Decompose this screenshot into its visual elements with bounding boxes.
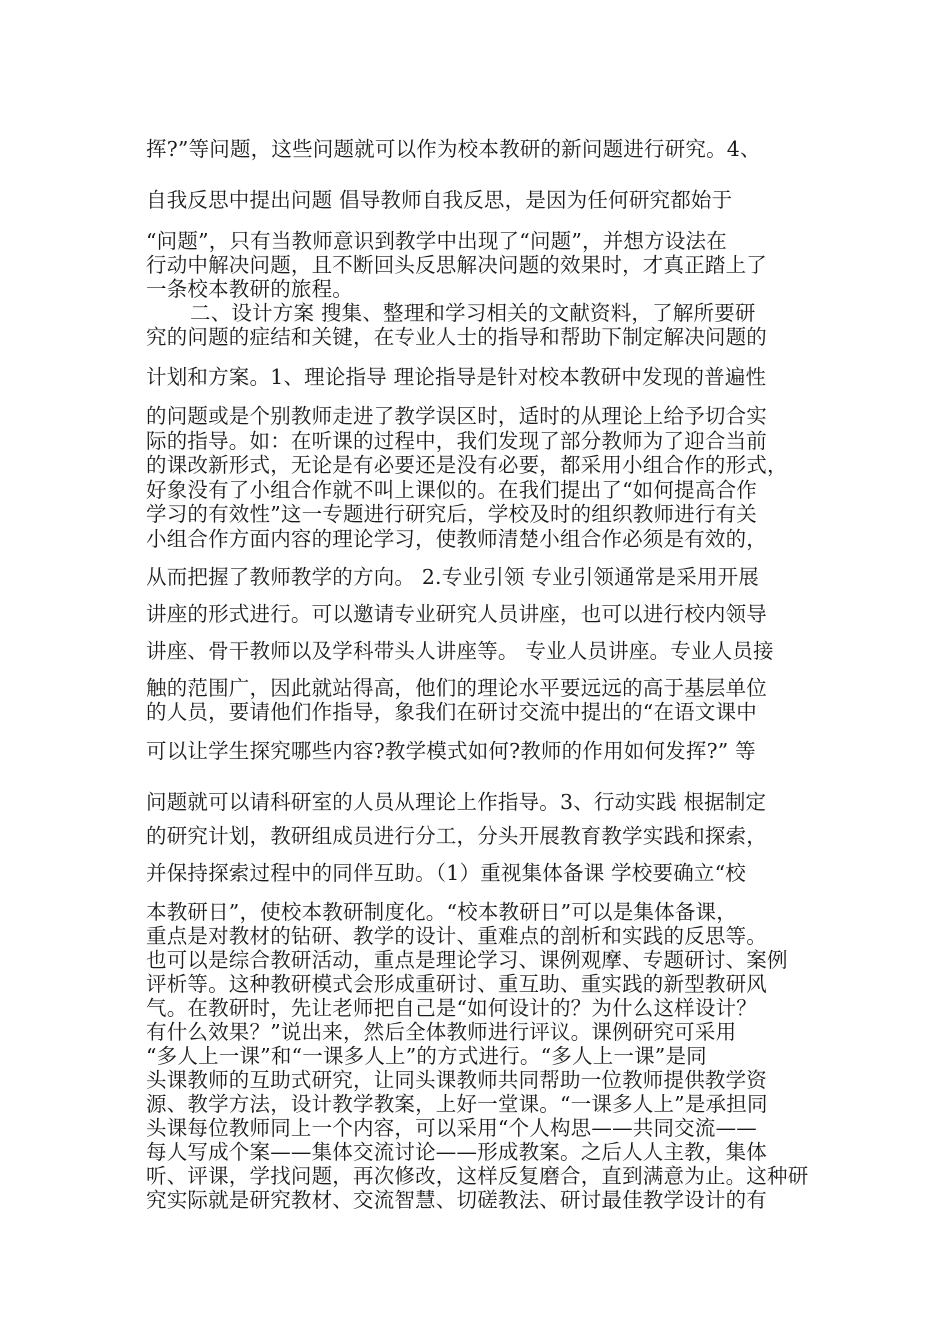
text-line: 源、教学方法，设计教学教案，上好一堂课。“一课多人上”是承担同 bbox=[146, 1092, 768, 1116]
text-line: 究实际就是研究教材、交流智慧、切磋教法、研讨最佳教学设计的有 bbox=[146, 1188, 767, 1212]
text-line: 气。在教研时，先让老师把自己是“如何设计的？为什么这样设计？ bbox=[146, 996, 757, 1020]
text-line: 究的问题的症结和关键，在专业人士的指导和帮助下制定解决问题的 bbox=[146, 325, 767, 349]
text-line: 一条校本教研的旅程。 bbox=[146, 277, 353, 301]
text-line: 问题就可以请科研室的人员从理论上作指导。3、行动实践 根据制定 bbox=[146, 790, 767, 814]
text-line: 的人员，要请他们作指导，象我们在研讨交流中提出的“在语文课中 bbox=[146, 700, 757, 724]
text-line: 可以让学生探究哪些内容?教学模式如何?教师的作用如何发挥?” 等 bbox=[146, 739, 756, 763]
text-line: 小组合作方面内容的理论学习，使教师清楚小组合作必须是有效的， bbox=[146, 527, 767, 551]
text-line: 讲座的形式进行。可以邀请专业研究人员讲座，也可以进行校内领导 bbox=[146, 602, 767, 626]
text-line: “多人上一课”和“一课多人上”的方式进行。“多人上一课”是同 bbox=[146, 1044, 707, 1068]
text-line: 的研究计划，教研组成员进行分工，分头开展教育教学实践和探索， bbox=[146, 824, 767, 848]
text-line: 挥?”等问题，这些问题就可以作为校本教研的新问题进行研究。4、 bbox=[146, 137, 761, 161]
text-line: 有什么效果？”说出来，然后全体教师进行评议。课例研究可采用 bbox=[146, 1020, 737, 1044]
text-line: 际的指导。如：在听课的过程中，我们发现了部分教师为了迎合当前 bbox=[146, 429, 767, 453]
text-line: 的课改新形式，无论是有必要还是没有必要，都采用小组合作的形式， bbox=[146, 453, 788, 477]
text-line: 并保持探索过程中的同伴互助。（1）重视集体备课 学校要确立“校 bbox=[146, 861, 746, 885]
text-line: “问题”，只有当教师意识到教学中出现了“问题”，并想方设法在 bbox=[146, 229, 727, 253]
text-line: 每人写成个案——集体交流讨论——形成教案。之后人人主教，集体 bbox=[146, 1140, 767, 1164]
text-line: 的问题或是个别教师走进了教学误区时，适时的从理论上给予切合实 bbox=[146, 404, 767, 428]
text-line: 本教研日”，使校本教研制度化。“校本教研日”可以是集体备课， bbox=[146, 900, 737, 924]
text-line: 好象没有了小组合作就不叫上课似的。在我们提出了“如何提高合作 bbox=[146, 478, 757, 502]
text-line: 重点是对教材的钻研、教学的设计、重难点的剖析和实践的反思等。 bbox=[146, 924, 767, 948]
text-line: 学习的有效性”这一专题进行研究后，学校及时的组织教师进行有关 bbox=[146, 502, 757, 526]
text-line: 头课每位教师同上一个内容，可以采用“个人构思——共同交流—— bbox=[146, 1116, 757, 1140]
text-line: 评析等。这种教研模式会形成重研讨、重互助、重实践的新型教研风 bbox=[146, 972, 767, 996]
text-line: 头课教师的互助式研究，让同头课教师共同帮助一位教师提供教学资 bbox=[146, 1068, 767, 1092]
text-line: 计划和方案。1、理论指导 理论指导是针对校本教研中发现的普遍性 bbox=[146, 365, 767, 389]
text-line: 也可以是综合教研活动，重点是理论学习、课例观摩、专题研讨、案例 bbox=[146, 948, 788, 972]
text-line: 行动中解决问题，且不断回头反思解决问题的效果时，才真正踏上了 bbox=[146, 253, 767, 277]
paragraph-heading-line: 二、设计方案 搜集、整理和学习相关的文献资料，了解所要研 bbox=[190, 301, 756, 325]
text-line: 触的范围广，因此就站得高，他们的理论水平要远远的高于基层单位 bbox=[146, 676, 767, 700]
text-line: 从而把握了教师教学的方向。 2.专业引领 专业引领通常是采用开展 bbox=[146, 565, 759, 589]
text-line: 自我反思中提出问题 倡导教师自我反思，是因为任何研究都始于 bbox=[146, 188, 733, 212]
text-line: 听、评课，学找问题，再次修改，这样反复磨合，直到满意为止。这种研 bbox=[146, 1164, 809, 1188]
text-line: 讲座、骨干教师以及学科带头人讲座等。 专业人员讲座。专业人员接 bbox=[146, 639, 774, 663]
